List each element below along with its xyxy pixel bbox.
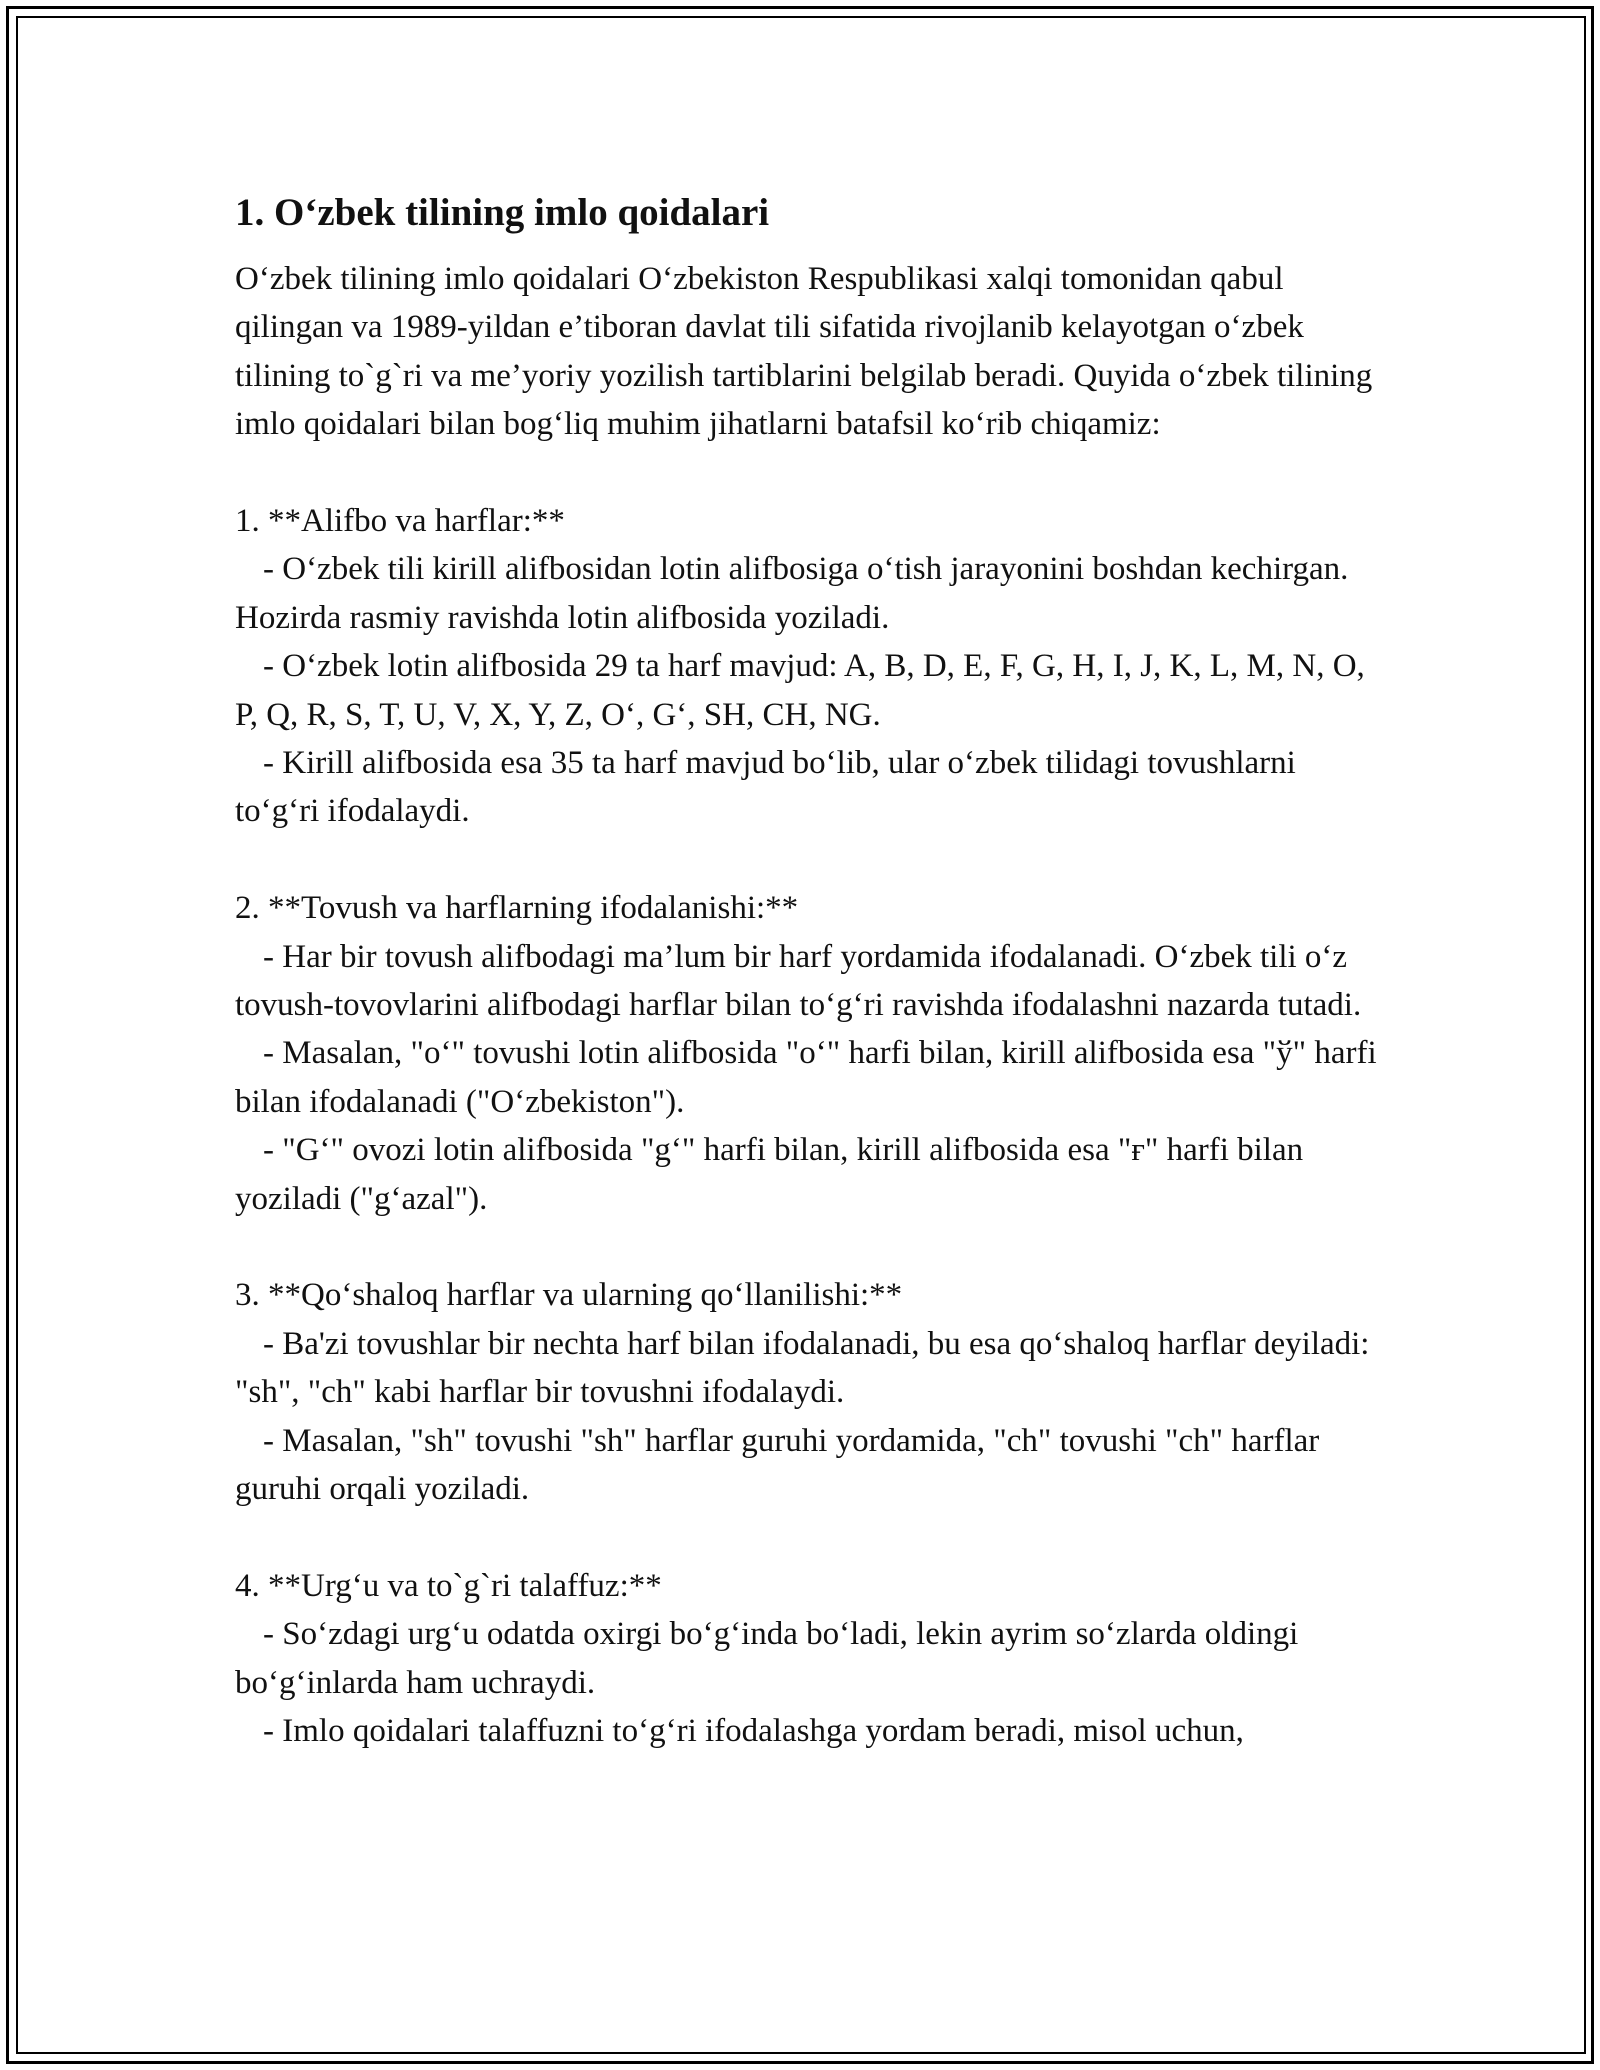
section-urgu — [235, 1562, 1385, 1756]
list-item: - So‘zdagi urg‘u odatda oxirgi bo‘g‘inda bo‘ladi, lekin ayrim so‘zlarda oldingi bo‘g‘inlarda ham uchraydi. — [235, 1616, 1299, 1701]
section-heading: 4. **Urg‘u va to`g`ri talaffuz:** — [235, 1567, 662, 1604]
document-title: 1. O‘zbek tilining imlo qoidalari — [235, 191, 770, 234]
section-qoshaloq — [235, 1271, 1385, 1513]
list-item: - Kirill alifbosida esa 35 ta harf mavjud bo‘lib, ular o‘zbek tilidagi tovushlarni to‘g‘ri ifodalaydi. — [235, 745, 1296, 830]
list-item: - Ba'zi tovushlar bir nechta harf bilan ifodalanadi, bu esa qo‘shaloq harflar deyiladi: "sh", "ch" kabi harflar bir tovushni ifodalaydi. — [235, 1325, 1370, 1411]
intro-paragraph: O‘zbek tilining imlo qoidalari O‘zbekiston Respublikasi xalqi tomonidan qabul qilingan va 1989-yildan e’tiboran davlat tili sifatida rivojlanib kelayotgan o‘zbek tilining to`g`ri va me’yoriy yozilish tartiblarini belgilab beradi. Quyida o‘zbek tilining imlo qoidalari bilan bog‘liq muhim jihatlarni batafsil ko‘rib chiqamiz: — [235, 261, 1373, 443]
section-alifbo — [235, 497, 1385, 836]
list-item: - O‘zbek lotin alifbosida 29 ta harf mavjud: A, B, D, E, F, G, H, I, J, K, L, M, N, O, P, Q, R, S, T, U, V, X, Y, Z, O‘, G‘, SH, CH, NG. — [235, 648, 1365, 733]
section-tovush — [235, 884, 1385, 1223]
section-heading: 3. **Qo‘shaloq harflar va ularning qo‘llanilishi:** — [235, 1277, 903, 1314]
section-heading: 2. **Tovush va harflarning ifodalanishi:** — [235, 890, 799, 927]
list-item: - Har bir tovush alifbodagi ma’lum bir harf yordamida ifodalanadi. O‘zbek tili o‘z tovush-tovovlarini alifbodagi harflar bilan to‘g‘ri ravishda ifodalashni nazarda tutadi. — [235, 938, 1362, 1024]
list-item: - Masalan, "sh" tovushi "sh" harflar guruhi yordamida, "ch" tovushi "ch" harflar guruhi orqali yoziladi. — [235, 1422, 1320, 1508]
list-item: - "G‘" ovozi lotin alifbosida "g‘" harfi bilan, kirill alifbosida esa "ғ" harfi bilan yoziladi ("g‘azal"). — [235, 1132, 1304, 1217]
section-heading: 1. **Alifbo va harflar:** — [235, 503, 565, 540]
document-body — [235, 183, 1385, 1756]
list-item: - Masalan, "o‘" tovushi lotin alifbosida "o‘" harfi bilan, kirill alifbosida esa "ў" harfi bilan ifodalanadi ("O‘zbekiston"). — [235, 1035, 1377, 1120]
list-item: - O‘zbek tili kirill alifbosidan lotin alifbosiga o‘tish jarayonini boshdan kechirgan. Hozirda rasmiy ravishda lotin alifbosida yoziladi. — [235, 551, 1349, 636]
list-item: - Imlo qoidalari talaffuzni to‘g‘ri ifodalashga yordam beradi, misol uchun, — [263, 1713, 1244, 1750]
